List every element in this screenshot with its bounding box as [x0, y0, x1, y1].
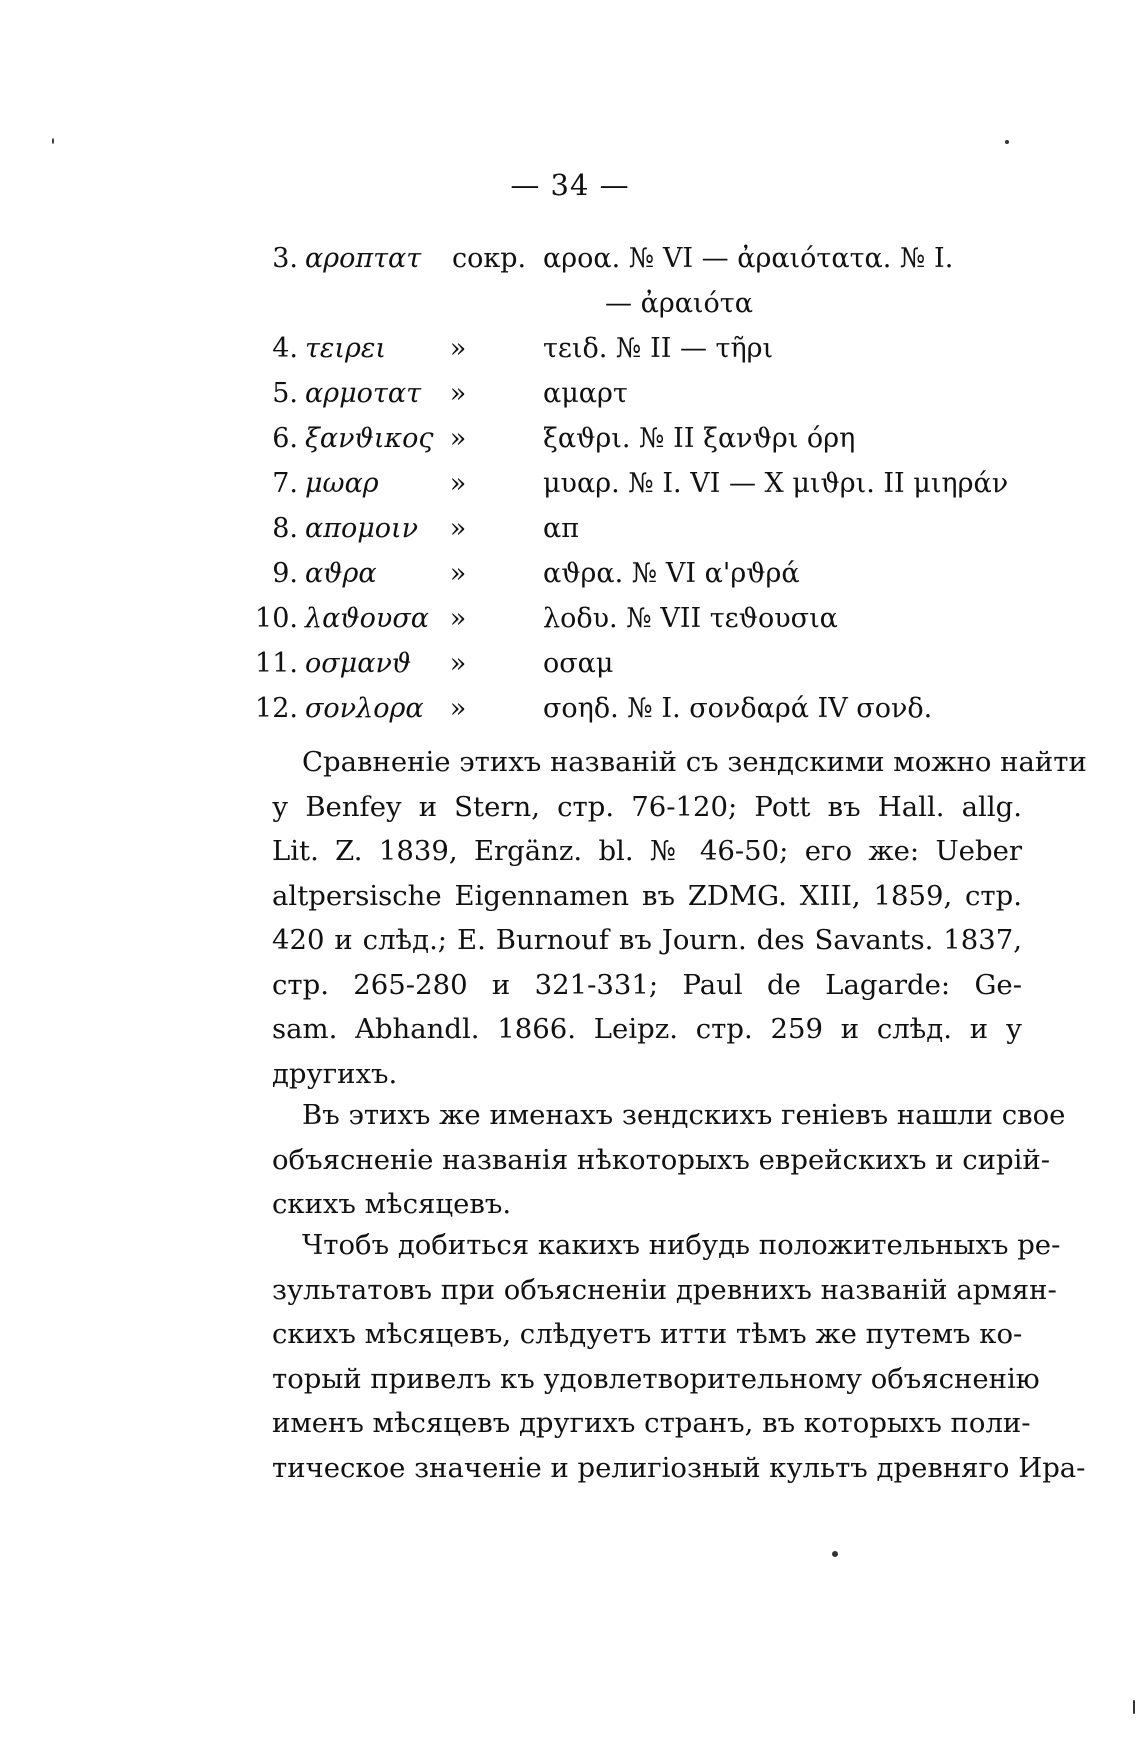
text-line: Lit. Z. 1839, Ergänz. bl. № 46-50; его же: Ueber: [272, 835, 1022, 867]
ditto-mark: »: [449, 603, 467, 634]
ditto-mark: »: [449, 513, 467, 544]
ditto-mark: »: [449, 693, 467, 724]
ditto-mark: »: [449, 468, 467, 499]
ditto-mark: »: [449, 648, 467, 679]
reference: λοδυ. № VII τεϑουσια: [543, 603, 838, 634]
print-speck: [832, 1551, 838, 1557]
reference: σοηδ. № I. σονδαρά IV σονδ.: [543, 693, 933, 724]
table-row: [240, 236, 1020, 281]
text-line: торый привелъ къ удовлетворительному объясненію: [272, 1362, 1040, 1395]
ditto-mark: »: [449, 423, 467, 454]
table-row: [240, 596, 1020, 641]
table-row: [240, 641, 1020, 686]
table-row: [240, 551, 1020, 596]
text-line: скихъ мѣсяцевъ, слѣдуетъ итти тѣмъ же путемъ ко-: [272, 1318, 1023, 1350]
abbreviation: сокр.: [452, 243, 527, 274]
month-name: τειρει: [305, 333, 386, 364]
month-names-table: [240, 236, 1020, 731]
reference: αροα. № VI — ἀραιότατα. № I.: [543, 243, 954, 274]
text-line: стр. 265-280 и 321-331; Paul de Lagarde: Ge-: [272, 968, 1022, 1001]
text-line: Въ этихъ же именахъ зендскихъ геніевъ нашли свое: [302, 1099, 1066, 1131]
row-number: 3.: [272, 243, 298, 274]
paragraph-armenian-months: [272, 1223, 1086, 1490]
text-line: именъ мѣсяцевъ другихъ странъ, въ которыхъ поли-: [272, 1407, 1031, 1439]
reference: ξαϑρι. № II ξανϑρι όρη: [543, 423, 856, 454]
reference: τειδ. № II — τῆρι: [543, 333, 774, 364]
text-line: у Benfey и Stern, стр. 76-120; Pott въ Hall. allg.: [272, 790, 1022, 823]
row-number: 8.: [272, 513, 298, 544]
month-name: αρμοτατ: [305, 378, 422, 409]
month-name: αϑρα: [305, 558, 377, 589]
paragraph-comparison: [272, 740, 1087, 1096]
text-line: зультатовъ при объясненіи древнихъ названій армян-: [272, 1273, 1057, 1306]
table-row: [240, 506, 1020, 551]
row-number: 5.: [272, 378, 298, 409]
table-row: [240, 281, 1020, 326]
row-number: 10.: [255, 603, 298, 634]
reference: μυαρ. № I. VI — X μιϑρι. II μιηράν: [543, 468, 1009, 499]
paragraph-zend-genii: [272, 1093, 1066, 1227]
row-number: 11.: [255, 648, 298, 679]
row-number: 4.: [272, 333, 298, 364]
table-row: [240, 326, 1020, 371]
reference: — ἀραιότα: [605, 288, 753, 319]
page-number: — 34 —: [510, 168, 630, 202]
reference: αϑρα. № VI α'ρϑρά: [543, 558, 800, 589]
month-name: απομοιν: [305, 513, 419, 544]
text-line: Чтобъ добиться какихъ нибудь положительныхъ ре-: [302, 1229, 1061, 1261]
print-speck: [1133, 1700, 1135, 1714]
month-name: λαϑουσα: [305, 603, 429, 634]
reference: αμαρτ: [543, 378, 628, 409]
ditto-mark: »: [449, 378, 467, 409]
table-row: [240, 371, 1020, 416]
print-speck: [1005, 140, 1009, 144]
text-line: Сравненіе этихъ названій съ зендскими можно найти: [302, 746, 1087, 778]
row-number: 6.: [272, 423, 298, 454]
reference: οσαμ: [543, 648, 614, 679]
month-name: οσμανϑ: [305, 648, 412, 679]
table-row: [240, 686, 1020, 731]
text-line: altpersische Eigennamen въ ZDMG. XIII, 1859, стр.: [272, 879, 1022, 912]
text-line: скихъ мѣсяцевъ.: [272, 1188, 512, 1220]
table-row: [240, 416, 1020, 461]
month-name: ξανϑικος: [305, 423, 434, 454]
ditto-mark: »: [449, 558, 467, 589]
table-row: [240, 461, 1020, 506]
reference: απ: [543, 513, 579, 544]
text-line: тическое значеніе и религіозный культъ древняго Ира-: [272, 1451, 1086, 1484]
month-name: αροπτατ: [305, 243, 422, 274]
print-speck: [52, 138, 54, 144]
text-line: 420 и слѣд.; E. Burnouf въ Journ. des Savants. 1837,: [272, 924, 1022, 956]
text-line: другихъ.: [272, 1057, 398, 1090]
ditto-mark: »: [449, 333, 467, 364]
text-line: sam. Abhandl. 1866. Leipz. стр. 259 и слѣд. и у: [272, 1013, 1022, 1045]
month-name: σονλορα: [305, 693, 424, 724]
row-number: 7.: [272, 468, 298, 499]
row-number: 9.: [272, 558, 298, 589]
text-line: объясненіе названія нѣкоторыхъ еврейскихъ и сирій-: [272, 1143, 1051, 1176]
row-number: 12.: [255, 693, 298, 724]
month-name: μωαρ: [305, 468, 379, 499]
